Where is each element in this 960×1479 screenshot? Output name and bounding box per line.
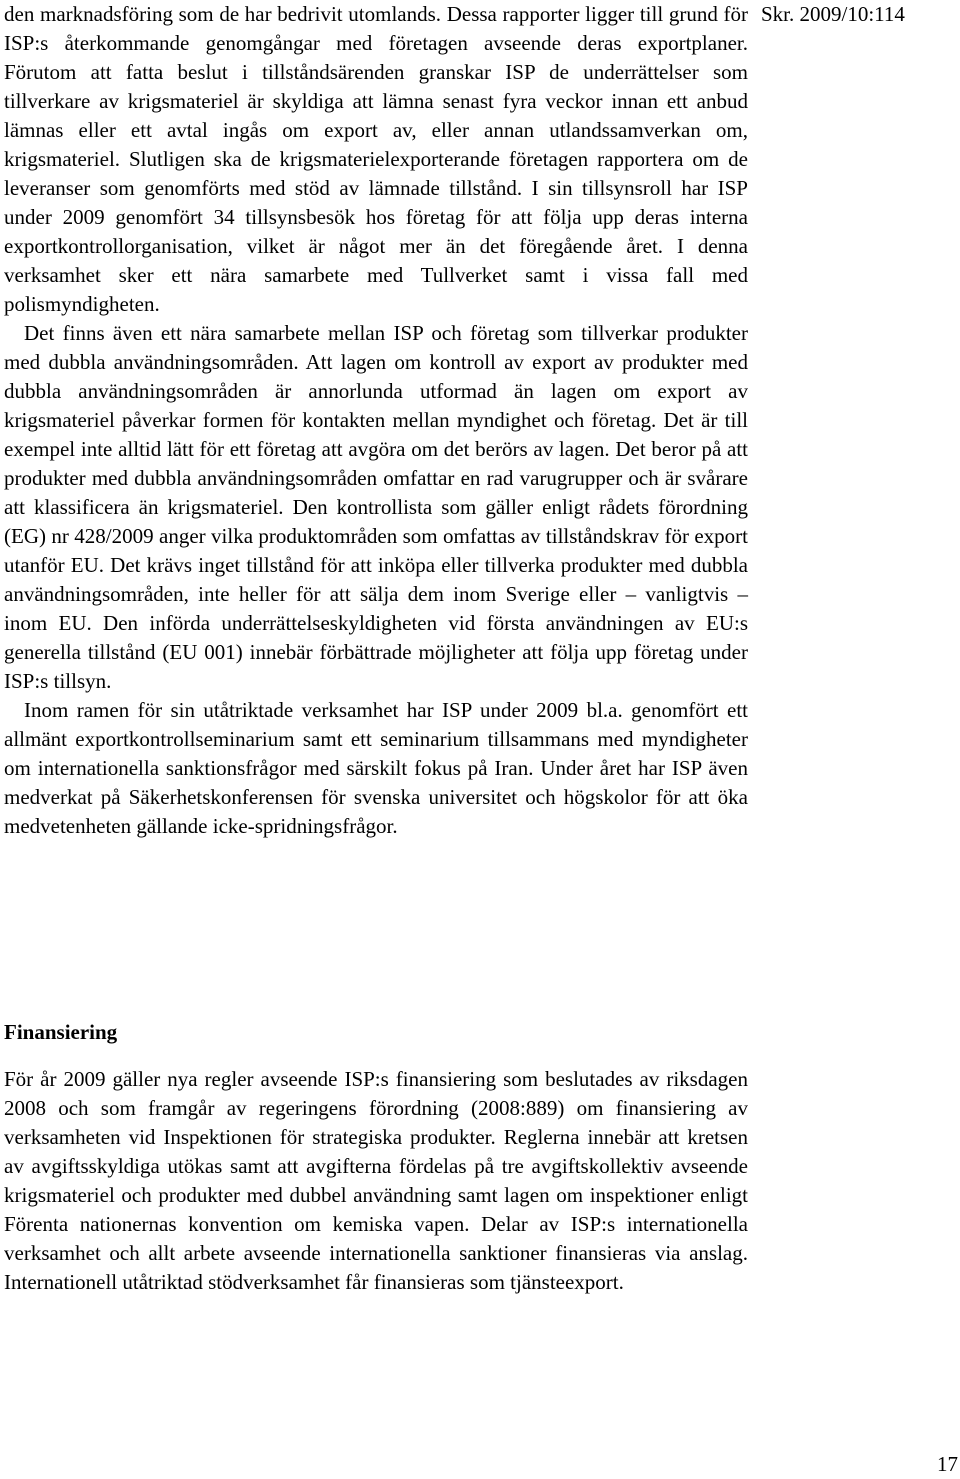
page-number: 17 [937,1452,958,1476]
paragraph-2: Det finns även ett nära samarbete mellan ISP och företag som tillverkar produkter med dubbla användningsområden. Att lagen om kontroll av export av produkter med dubbla användningsområden är annorlunda utformad än lagen om export av krigsmateriel påverkar formen för kontakten mellan myndighet och företag. Det är till exempel inte alltid lätt för ett företag att avgöra om det berörs av lagen. Det beror på att produkter med dubbla användningsområden omfattar en rad varugrupper och är svårare att klassificera än krigsmateriel. Den kontrollista som gäller enligt rådets förordning (EG) nr 428/2009 anger vilka produktområden som omfattas av tillståndskrav för export utanför EU. Det krävs inget tillstånd för att inköpa eller tillverka produkter med dubbla användningsområden, inte heller för att sälja dem inom Sverige eller – vanligtvis – inom EU. Den införda underrättelseskyldigheten vid första användningen av EU:s generella tillstånd (EU 001) innebär förbättrade möjligheter att följa upp företag under ISP:s tillsyn. [4,321,748,693]
section-paragraph: För år 2009 gäller nya regler avseende ISP:s finansiering som beslutades av riksdagen 2008 och som framgår av regeringens förordning (2008:889) om finansiering av verksamheten vid Inspektionen för strategiska produkter. Reglerna innebär att kretsen av avgiftsskyldiga utökas samt att avgifterna fördelas på tre avgiftskollektiv avseende krigsmateriel och produkter med dubbel användning samt lagen om inspektioner enligt Förenta nationernas konvention om kemiska vapen. Delar av ISP:s internationella verksamhet och allt arbete avseende internationella sanktioner finansieras via anslag. Internationell utåtriktad stödverksamhet får finansieras som tjänsteexport. [4,1067,748,1294]
paragraph-1: den marknadsföring som de har bedrivit utomlands. Dessa rapporter ligger till grund för ISP:s återkommande genomgångar med företagen avseende deras exportplaner. Förutom att fatta beslut i tillståndsärenden granskar ISP de underrättelser som tillverkare av krigsmateriel är skyldiga att lämna senast fyra veckor innan ett anbud lämnas eller ett avtal ingås om export av, eller annan utlandssamverkan om, krigsmateriel. Slutligen ska de krigsmaterielexporterande företagen rapportera om de leveranser som genomförts med stöd av lämnade tillstånd. I sin tillsynsroll har ISP under 2009 genomfört 34 tillsynsbesök hos företag för att följa upp deras interna exportkontrollorganisation, vilket är något mer än det föregående året. I denna verksamhet sker ett nära samarbete med Tullverket samt i vissa fall med polismyndigheten. [4,2,748,316]
body-text [4,0,748,841]
document-reference: Skr. 2009/10:114 [761,2,905,26]
section-heading: Finansiering [4,1020,118,1044]
paragraph-3: Inom ramen för sin utåtriktade verksamhet har ISP under 2009 bl.a. genomfört ett allmänt exportkontrollseminarium samt ett seminarium tillsammans med myndigheter om internationella sanktionsfrågor med särskilt fokus på Iran. Under året har ISP även medverkat på Säkerhetskonferensen för svenska universitet och högskolor för att öka medvetenheten gällande icke-spridningsfrågor. [4,698,748,838]
section-body [4,1065,748,1297]
